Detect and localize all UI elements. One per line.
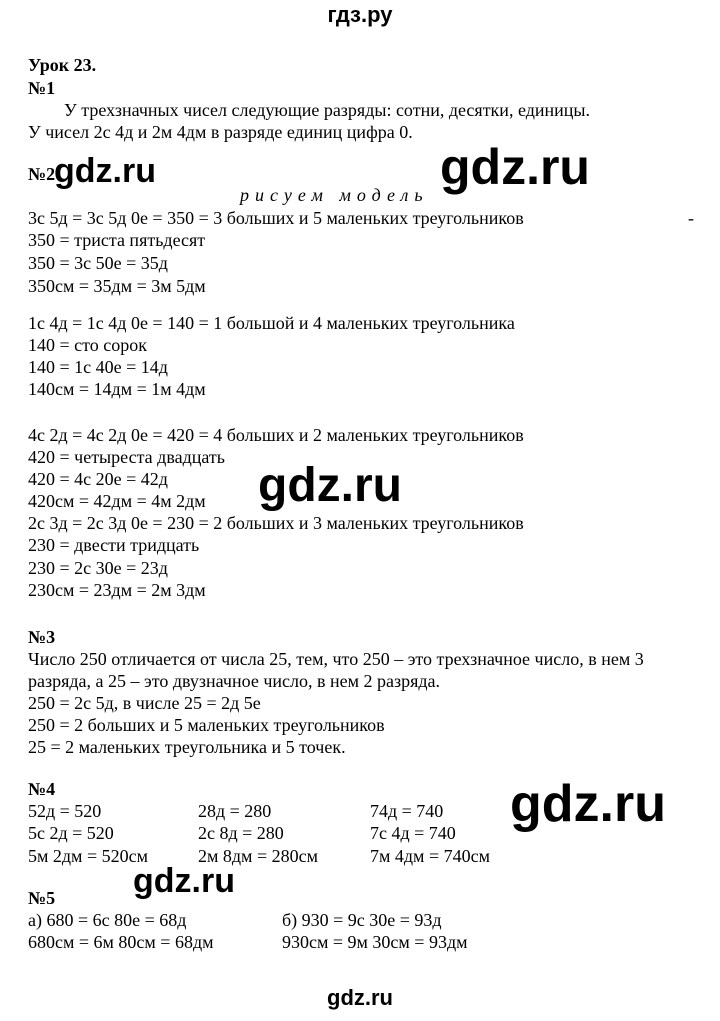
task2-line: 230см = 23дм = 2м 3дм: [28, 580, 206, 600]
watermark: gdz.ru: [54, 152, 156, 190]
task2-line: 350 = триста пятьдесят: [28, 230, 206, 250]
task5-cell: а) 680 = 6с 80е = 68д: [28, 910, 187, 930]
task5-cell: б) 930 = 9с 30е = 93д: [282, 910, 442, 930]
task4-cell: 2с 8д = 280: [198, 823, 284, 843]
lesson-title: Урок 23.: [28, 55, 97, 75]
task3-line: разряда, а 25 – это двузначное число, в нем 2 разряда.: [28, 671, 441, 691]
site-header: гдз.ру: [327, 2, 393, 27]
task1-label: №1: [28, 78, 56, 98]
watermark: gdz.ru: [510, 775, 666, 833]
watermark: gdz.ru: [440, 139, 590, 195]
task2-line: 420 = четыреста двадцать: [28, 447, 225, 467]
watermark: gdz.ru: [327, 985, 393, 1010]
task3-line: Число 250 отличается от числа 25, тем, что 250 – это трехзначное число, в нем 3: [28, 649, 644, 669]
task2-line: 4с 2д = 4с 2д 0е = 420 = 4 больших и 2 маленьких треугольников: [28, 425, 524, 445]
task3-label: №3: [28, 627, 56, 647]
task2-line: 420см = 42дм = 4м 2дм: [28, 491, 206, 511]
task2-label: №2: [28, 164, 56, 184]
watermark: gdz.ru: [133, 862, 235, 900]
task2-line: 2с 3д = 2с 3д 0е = 230 = 2 больших и 3 маленьких треугольников: [28, 513, 524, 533]
task5-cell: 930см = 9м 30см = 93дм: [282, 932, 468, 952]
task2-line: 230 = двести тридцать: [28, 535, 200, 555]
task4-cell: 2м 8дм = 280см: [198, 846, 318, 866]
watermark: gdz.ru: [258, 459, 402, 512]
task5-cell: 680см = 6м 80см = 68дм: [28, 932, 214, 952]
task2-line: 140 = 1с 40е = 14д: [28, 357, 168, 377]
task2-line: 140см = 14дм = 1м 4дм: [28, 379, 206, 399]
task5-label: №5: [28, 888, 56, 908]
task2-line: 3с 5д = 3с 5д 0е = 350 = 3 больших и 5 маленьких треугольников: [28, 208, 524, 228]
task2-line: 350см = 35дм = 3м 5дм: [28, 276, 206, 296]
task2-line: 140 = сто сорок: [28, 335, 148, 355]
task4-cell: 7с 4д = 740: [370, 823, 456, 843]
task2-subtitle: рисуем модель: [240, 185, 429, 205]
task4-cell: 5с 2д = 520: [28, 823, 114, 843]
task4-cell: 52д = 520: [28, 801, 102, 821]
task2-line: 350 = 3с 50е = 35д: [28, 253, 168, 273]
task2-line: 230 = 2с 30е = 23д: [28, 558, 168, 578]
task4-label: №4: [28, 779, 56, 799]
task4-cell: 74д = 740: [370, 801, 444, 821]
task2-line: 1с 4д = 1с 4д 0е = 140 = 1 большой и 4 маленьких треугольника: [28, 313, 515, 333]
task1-line: У чисел 2с 4д и 2м 4дм в разряде единиц цифра 0.: [28, 122, 413, 142]
task3-line: 250 = 2с 5д, в числе 25 = 2д 5е: [28, 693, 261, 713]
task4-cell: 5м 2дм = 520см: [28, 846, 148, 866]
task2-dash: -: [688, 208, 694, 228]
task3-line: 25 = 2 маленьких треугольника и 5 точек.: [28, 737, 346, 757]
task4-cell: 7м 4дм = 740см: [370, 846, 490, 866]
task1-line: У трехзначных чисел следующие разряды: сотни, десятки, единицы.: [64, 100, 590, 120]
task2-line: 420 = 4с 20е = 42д: [28, 469, 168, 489]
task4-cell: 28д = 280: [198, 801, 272, 821]
task3-line: 250 = 2 больших и 5 маленьких треугольников: [28, 715, 385, 735]
